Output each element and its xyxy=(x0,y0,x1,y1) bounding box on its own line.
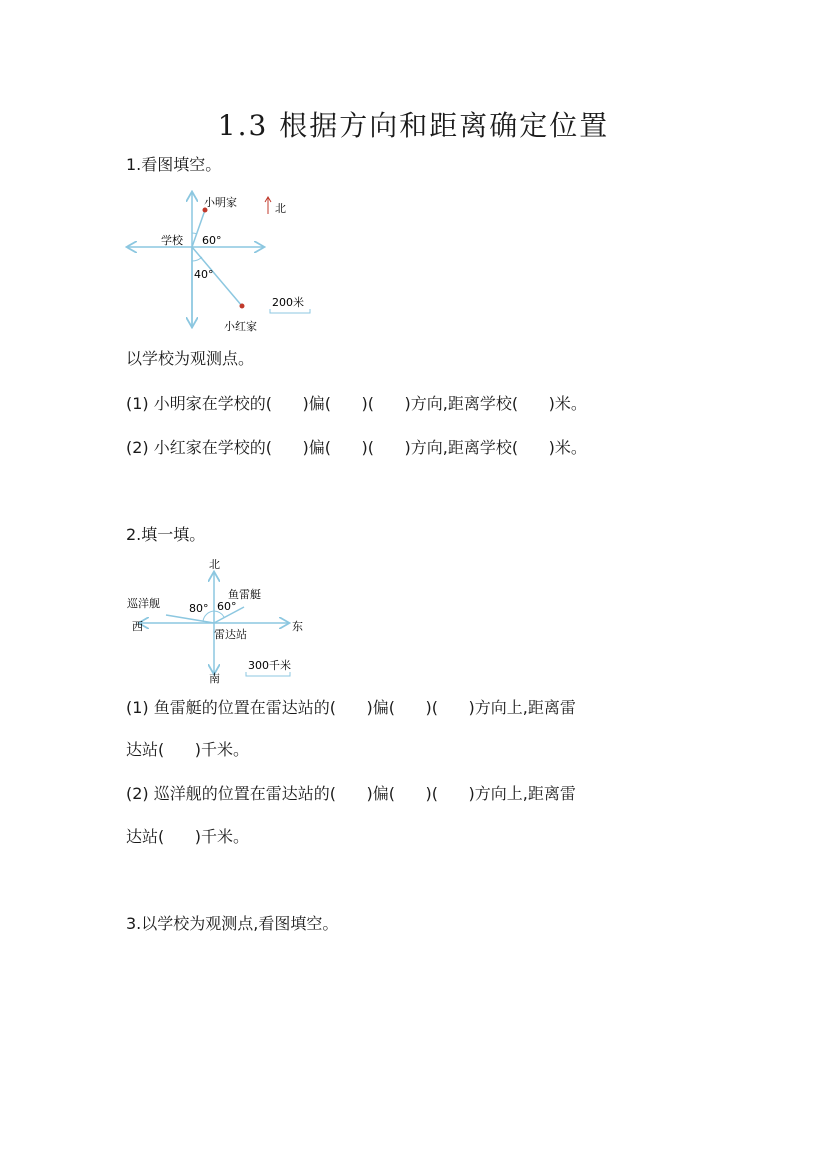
q1-label-center: 学校 xyxy=(161,234,183,247)
q1-intro: 以学校为观测点。 xyxy=(126,349,255,368)
q2-line2b: 达站( )千米。 xyxy=(126,827,250,846)
q1-diagram xyxy=(118,188,318,338)
q1-label-angle2: 40° xyxy=(194,268,214,281)
q2-line2a: (2) 巡洋舰的位置在雷达站的( )偏( )( )方向上,距离雷 xyxy=(126,784,576,803)
q1-label-north: 北 xyxy=(275,202,286,215)
q1-line2: (2) 小红家在学校的( )偏( )( )方向,距离学校( )米。 xyxy=(126,438,587,457)
q2-heading: 2.填一填。 xyxy=(126,525,206,544)
q1-label-scale: 200米 xyxy=(272,296,304,309)
q1-label-ming: 小明家 xyxy=(204,196,237,209)
q2-diagram xyxy=(118,555,318,685)
q2-label-north: 北 xyxy=(209,558,220,571)
q2-label-east: 东 xyxy=(292,620,303,633)
q2-label-angle2: 60° xyxy=(217,600,237,613)
q2-label-south: 南 xyxy=(209,672,220,685)
q3-heading: 3.以学校为观测点,看图填空。 xyxy=(126,914,339,933)
q1-label-angle1: 60° xyxy=(202,234,222,247)
q2-line1a: (1) 鱼雷艇的位置在雷达站的( )偏( )( )方向上,距离雷 xyxy=(126,698,576,717)
q2-label-cruiser: 巡洋舰 xyxy=(127,597,160,610)
q1-scale-bar xyxy=(270,309,310,313)
q2-label-west: 西 xyxy=(132,620,143,633)
page-title: 1.3 根据方向和距离确定位置 xyxy=(217,109,610,142)
q2-line-cruiser xyxy=(166,615,214,623)
q2-label-scale: 300千米 xyxy=(248,659,291,672)
q1-heading: 1.看图填空。 xyxy=(126,155,222,174)
q1-label-hong: 小红家 xyxy=(224,320,257,333)
q2-label-center: 雷达站 xyxy=(214,628,247,641)
q2-label-angle1: 80° xyxy=(189,602,209,615)
q1-line1: (1) 小明家在学校的( )偏( )( )方向,距离学校( )米。 xyxy=(126,394,587,413)
q1-point-hong xyxy=(240,304,245,309)
q2-line1b: 达站( )千米。 xyxy=(126,740,250,759)
q2-scale-bar xyxy=(246,672,290,676)
q2-label-torpedo: 鱼雷艇 xyxy=(228,588,261,601)
